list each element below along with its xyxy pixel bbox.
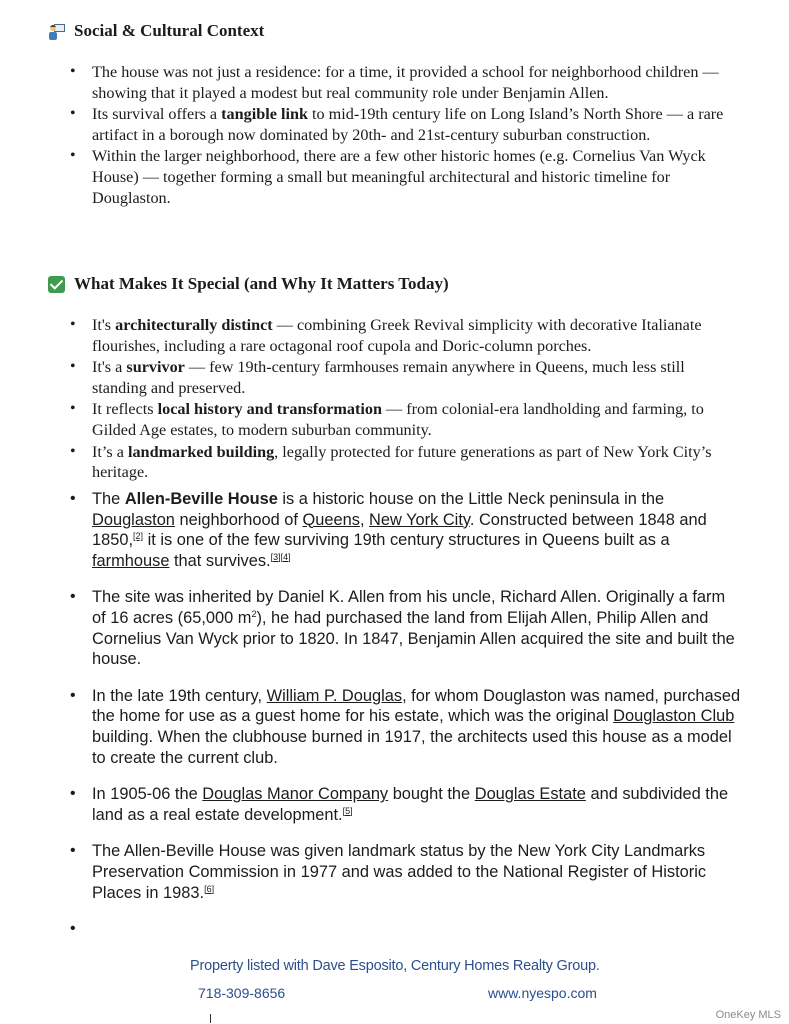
wiki-paragraph: • In the late 19th century, William P. Douglas, for whom Douglaston was named, purchased the home for use as a guest home for his estate, which was the original Douglaston Club building. When the clubhouse burned in 1917, the architects used this house as a model to create the current club. (70, 686, 741, 767)
wiki-paragraph: • The Allen-Beville House is a historic house on the Little Neck peninsula in the Douglaston neighborhood of Queens, New York City. Constructed between 1848 and 1850,[2] it is one of the few surviving 19th century structures in Queens built as a farmhouse that survives.[3][4] (70, 490, 707, 570)
link-douglas-manor-company[interactable]: Douglas Manor Company (202, 785, 389, 804)
checkmark-icon (48, 276, 65, 293)
social-cultural-list (70, 62, 742, 209)
citation-link[interactable]: [2] (133, 531, 144, 542)
link-william-p-douglas[interactable]: William P. Douglas (266, 686, 403, 705)
citation-link[interactable]: [3][4] (270, 551, 291, 562)
citation-link[interactable]: [5] (342, 805, 353, 816)
list-item: • It's architecturally distinct — combining Greek Revival simplicity with decorative Italianate flourishes, including a rare octagonal roof cupola and Doric-column porches. (70, 316, 702, 355)
section-heading-text: What Makes It Special (and Why It Matters Today) (74, 274, 449, 293)
wiki-paragraph: • The site was inherited by Daniel K. Allen from his uncle, Richard Allen. Originally a farm of 16 acres (65,000 $m^2$), he had purchased the land from Elijah Allen, Philip Allen and Cornelius Van Wyck prior to 1820. In 1847, Benjamin Allen acquired the site and built the house. (70, 588, 735, 669)
wiki-paragraph: • In 1905-06 the Douglas Manor Company bought the Douglas Estate and subdivided the land as a real estate development.[5] (70, 785, 729, 824)
watermark: OneKey MLS (715, 1009, 781, 1021)
link-new-york-city[interactable]: New York City (369, 510, 470, 529)
teacher-icon (48, 23, 65, 40)
link-queens[interactable]: Queens (302, 510, 360, 529)
list-item: • It’s a landmarked building, legally protected for future generations as part of New York City’s heritage. (70, 442, 712, 482)
section-heading-text: Social & Cultural Context (74, 21, 265, 40)
wiki-paragraph-list (70, 489, 742, 939)
footer-website[interactable]: www.nyespo.com (488, 985, 597, 1001)
link-farmhouse[interactable]: farmhouse (92, 551, 170, 570)
list-item: • Within the larger neighborhood, there are a few other historic homes (e.g. Cornelius Van Wyck House) — together forming a small but meaningful architectural and historic timeline for Douglaston. (70, 147, 706, 207)
list-item: • It reflects local history and transformation — from colonial-era landholding and farming, to Gilded Age estates, to modern suburban community. (70, 400, 704, 439)
footer-listing-text: Property listed with Dave Esposito, Century Homes Realty Group. (190, 958, 600, 974)
list-item: • The house was not just a residence: for a time, it provided a school for neighborhood children — showing that it played a modest but real community role under Benjamin Allen. (70, 63, 719, 102)
link-douglaston-club[interactable]: Douglaston Club (613, 707, 735, 726)
list-item: • Its survival offers a tangible link to mid-19th century life on Long Island’s North Shore — a rare artifact in a borough now dominated by 20th- and 21st-century suburban construction. (70, 105, 724, 144)
link-douglaston[interactable]: Douglaston (92, 510, 175, 529)
footer-phone[interactable]: 718-309-8656 (198, 985, 286, 1001)
citation-link[interactable]: [6] (204, 883, 215, 894)
scan-mark (210, 1014, 211, 1023)
list-item-empty: • (70, 920, 76, 938)
link-douglas-estate[interactable]: Douglas Estate (474, 785, 586, 804)
list-item: • It's a survivor — few 19th-century farmhouses remain anywhere in Queens, much less still standing and preserved. (70, 358, 685, 397)
section-heading-what-makes-special (48, 274, 449, 294)
special-list (70, 315, 742, 484)
section-heading-social-cultural (48, 21, 264, 41)
wiki-paragraph: • The Allen-Beville House was given landmark status by the New York City Landmarks Preservation Commission in 1977 and was added to the National Register of Historic Places in 1983.[6] (70, 842, 707, 902)
